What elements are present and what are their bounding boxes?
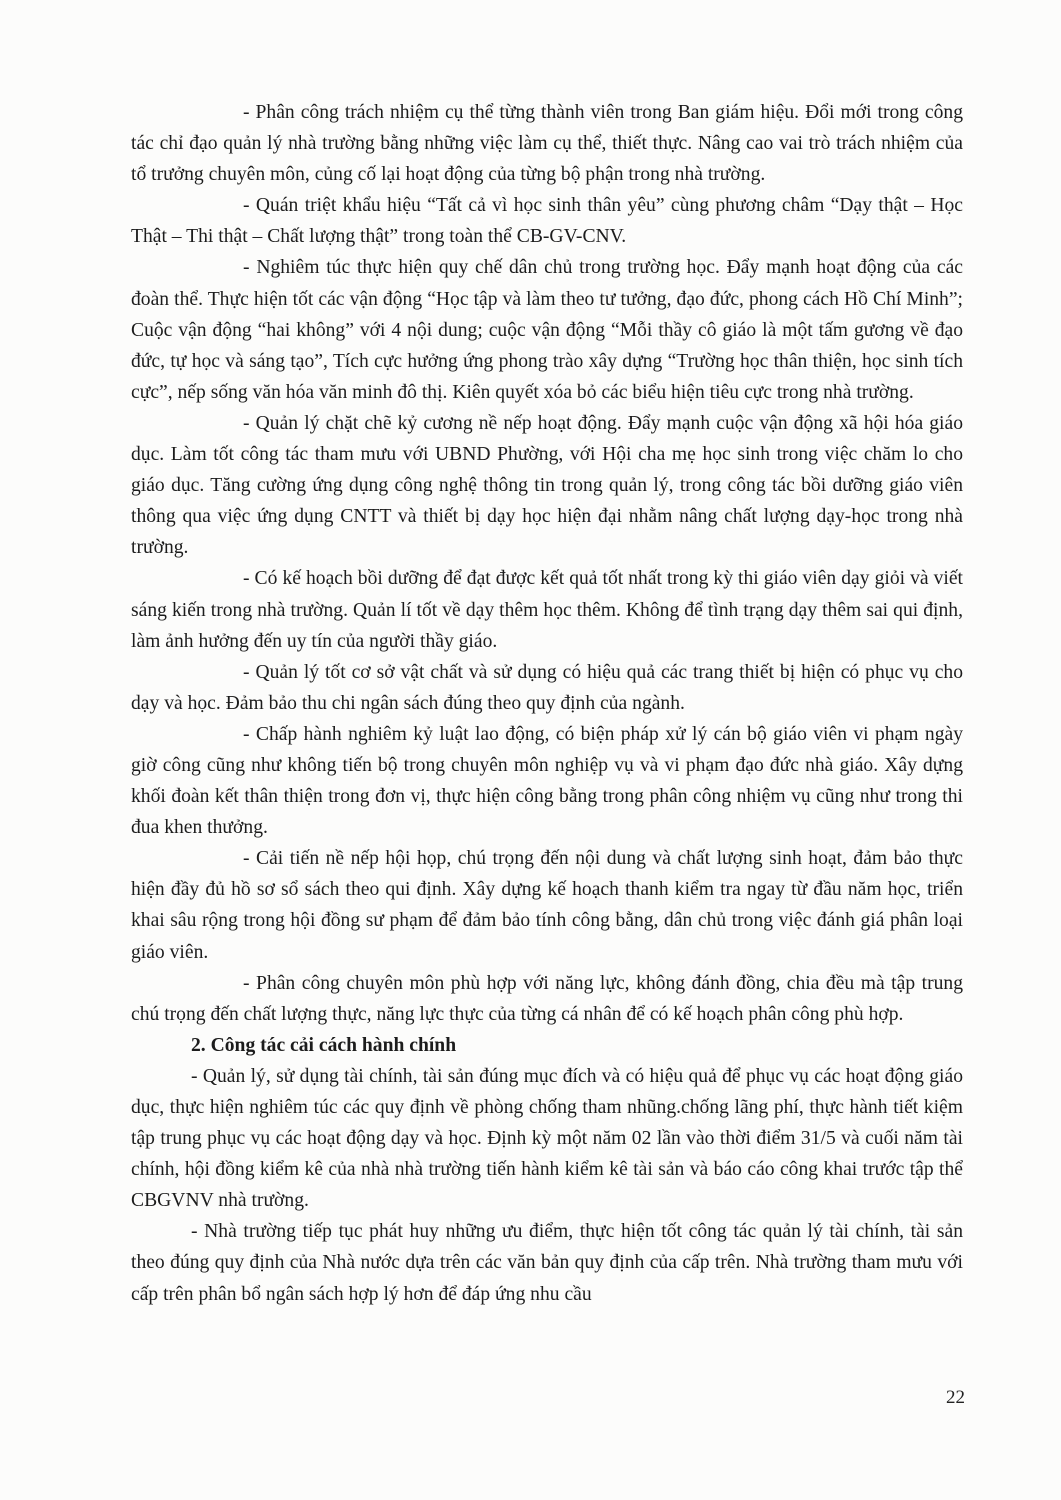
paragraph-assign-responsibility: - Phân công trách nhiệm cụ thể từng thành viên trong Ban giám hiệu. Đổi mới trong công tác chỉ đạo quản lý nhà trường bằng những việc làm cụ thể, thiết thực. Nâng cao vai trò trách nhiệm của tổ trưởng chuyên môn, củng cố lại hoạt động của từng bộ phận trong nhà trường. (131, 102, 963, 186)
paragraph-finance-management: - Quản lý, sử dụng tài chính, tài sản đúng mục đích và có hiệu quả để phục vụ các hoạt động giáo dục, thực hiện nghiêm túc các quy định về phòng chống tham nhũng.chống lãng phí, thực hành tiết kiệm tập trung phục vụ các hoạt động dạy và học. Định kỳ một năm 02 lần vào thời điểm 31/5 và cuối năm tài chính, hội đồng kiểm kê của nhà nhà trường tiến hành kiểm kê tài sản và báo cáo công khai trước tập thể CBGVNV nhà trường. (131, 1065, 963, 1212)
paragraph-professional-assignment: - Phân công chuyên môn phù hợp với năng lực, không đánh đồng, chia đều mà tập trung chú trọng đến chất lượng thực, năng lực thực của từng cá nhân để có kế hoạch phân công phù hợp. (131, 972, 963, 1025)
page-content (131, 97, 963, 1310)
paragraph-facilities: - Quản lý tốt cơ sở vật chất và sử dụng có hiệu quả các trang thiết bị hiện có phục vụ cho dạy và học. Đảm bảo thu chi ngân sách đúng theo quy định của ngành. (131, 661, 963, 714)
paragraph-finance-continuation: - Nhà trường tiếp tục phát huy những ưu điểm, thực hiện tốt công tác quản lý tài chính, tài sản theo đúng quy định của Nhà nước dựa trên các văn bản quy định của cấp trên. Nhà trường tham mưu với cấp trên phân bổ ngân sách hợp lý hơn để đáp ứng nhu cầu (131, 1221, 963, 1305)
section-heading: 2. Công tác cải cách hành chính (191, 1034, 457, 1056)
paragraph-teacher-training: - Có kế hoạch bồi dưỡng để đạt được kết quả tốt nhất trong kỳ thi giáo viên dạy giỏi và viết sáng kiến trong nhà trường. Quản lí tốt về dạy thêm học thêm. Không để tình trạng dạy thêm sai qui định, làm ảnh hưởng đến uy tín của người thầy giáo. (131, 568, 963, 652)
paragraph-discipline-management: - Quản lý chặt chẽ kỷ cương nề nếp hoạt động. Đẩy mạnh cuộc vận động xã hội hóa giáo dục. Làm tốt công tác tham mưu với UBND Phường, với Hội cha mẹ học sinh trong việc chăm lo cho giáo dục. Tăng cường ứng dụng công nghệ thông tin trong quản lý, trong công tác bồi dưỡng giáo viên thông qua việc ứng dụng CNTT và thiết bị dạy học hiện đại nhằm nâng chất lượng dạy-học trong nhà trường. (131, 412, 963, 559)
paragraph-democracy-regulations: - Nghiêm túc thực hiện quy chế dân chủ trong trường học. Đẩy mạnh hoạt động của các đoàn thể. Thực hiện tốt các vận động “Học tập và làm theo tư tưởng, đạo đức, phong cách Hồ Chí Minh”; Cuộc vận động “hai không” với 4 nội dung; cuộc vận động “Mỗi thầy cô giáo là một tấm gương về đạo đức, tự học và sáng tạo”, Tích cực hưởng ứng phong trào xây dựng “Trường học thân thiện, học sinh tích cực”, nếp sống văn hóa văn minh đô thị. Kiên quyết xóa bỏ các biểu hiện tiêu cực trong nhà trường. (131, 257, 963, 403)
paragraph-labor-discipline: - Chấp hành nghiêm kỷ luật lao động, có biện pháp xử lý cán bộ giáo viên vi phạm ngày giờ công cũng như không tiến bộ trong chuyên môn nghiệp vụ và vi phạm đạo đức nhà giáo. Xây dựng khối đoàn kết thân thiện trong đơn vị, thực hiện công bằng trong phân công nhiệm vụ cũng như trong thi đua khen thưởng. (131, 723, 963, 839)
page-number: 22 (946, 1387, 965, 1408)
paragraph-meetings: - Cải tiến nề nếp hội họp, chú trọng đến nội dung và chất lượng sinh hoạt, đảm bảo thực hiện đầy đủ hồ sơ sổ sách theo qui định. Xây dựng kế hoạch thanh kiểm tra ngay từ đầu năm học, triển khai sâu rộng trong hội đồng sư phạm để đảm bảo tính công bằng, dân chủ trong việc đánh giá phân loại giáo viên. (131, 848, 963, 963)
paragraph-slogan: - Quán triệt khẩu hiệu “Tất cả vì học sinh thân yêu” cùng phương châm “Dạy thật – Học Thật – Thi thật – Chất lượng thật” trong toàn thể CB-GV-CNV. (131, 195, 963, 248)
